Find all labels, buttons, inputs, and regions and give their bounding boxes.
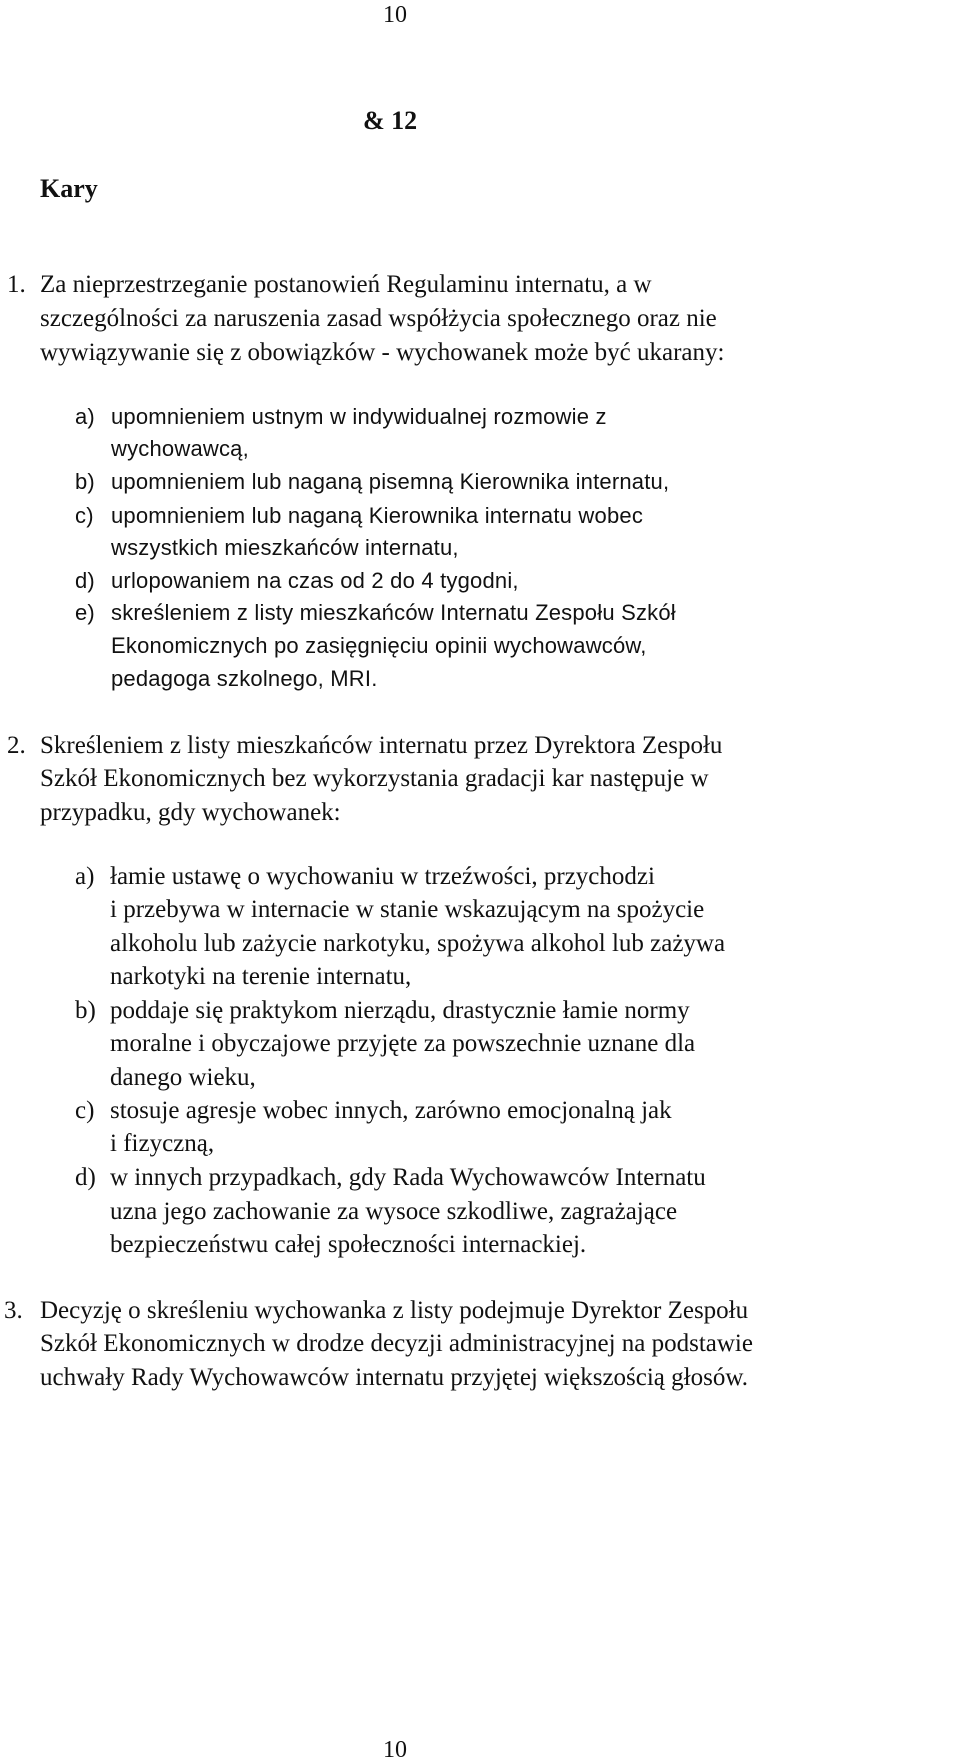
item-2-sub-c-line-2: i fizyczną, bbox=[110, 1130, 215, 1157]
item-1-sub-d-line-1: urlopowaniem na czas od 2 do 4 tygodni, bbox=[111, 568, 519, 593]
item-1-line-1: Za nieprzestrzeganie postanowień Regulaminu internatu, a w bbox=[40, 271, 652, 298]
item-2-line-2: Szkół Ekonomicznych bez wykorzystania gradacji kar następuje w bbox=[40, 765, 709, 792]
item-3-line-2: Szkół Ekonomicznych w drodze decyzji administracyjnej na podstawie bbox=[40, 1330, 753, 1357]
item-2-sub-d-line-1: w innych przypadkach, gdy Rada Wychowawców Internatu bbox=[110, 1164, 706, 1191]
item-2-sub-d-line-3: bezpieczeństwu całej społeczności internackiej. bbox=[110, 1231, 587, 1258]
item-1-line-2: szczególności za naruszenia zasad współżycia społecznego oraz nie bbox=[40, 305, 717, 332]
item-2-line-1: Skreśleniem z listy mieszkańców internatu przez Dyrektora Zespołu bbox=[40, 732, 723, 759]
item-2-sub-d-letter: d) bbox=[75, 1164, 96, 1191]
item-2-sub-a-letter: a) bbox=[75, 863, 95, 890]
item-2-sub-a-line-3: alkoholu lub zażycie narkotyku, spożywa alkohol lub zażywa bbox=[110, 930, 726, 957]
section-number: & 12 bbox=[363, 106, 418, 135]
item-1-sub-e-letter: e) bbox=[75, 600, 95, 625]
item-2-sub-a-line-4: narkotyki na terenie internatu, bbox=[110, 963, 412, 990]
item-1-sub-d-letter: d) bbox=[75, 568, 95, 593]
item-1-number: 1. bbox=[7, 271, 26, 298]
item-2-sub-c-line-1: stosuje agresje wobec innych, zarówno emocjonalną jak bbox=[110, 1097, 672, 1124]
item-3-number: 3. bbox=[4, 1297, 23, 1324]
page-number-top: 10 bbox=[383, 2, 407, 28]
item-1-sub-c-line-2: wszystkich mieszkańców internatu, bbox=[111, 535, 459, 560]
item-1-sub-e-line-2: Ekonomicznych po zasięgnięciu opinii wychowawców, bbox=[111, 633, 647, 658]
item-1-line-3: wywiązywanie się z obowiązków - wychowanek może być ukarany: bbox=[40, 339, 725, 366]
item-2-sub-a-line-2: i przebywa w internacie w stanie wskazującym na spożycie bbox=[110, 896, 705, 923]
item-2-sub-b-line-3: danego wieku, bbox=[110, 1064, 256, 1091]
item-2-sub-d-line-2: uzna jego zachowanie za wysoce szkodliwe, zagrażające bbox=[110, 1198, 678, 1225]
item-2-sub-b-line-1: poddaje się praktykom nierządu, drastycznie łamie normy bbox=[110, 997, 690, 1024]
item-1-sub-a-letter: a) bbox=[75, 404, 95, 429]
item-1-sub-b-letter: b) bbox=[75, 469, 95, 494]
item-2-line-3: przypadku, gdy wychowanek: bbox=[40, 799, 341, 826]
item-3-line-1: Decyzję o skreśleniu wychowanka z listy podejmuje Dyrektor Zespołu bbox=[40, 1297, 749, 1324]
item-3-line-3: uchwały Rady Wychowawców internatu przyjętej większością głosów. bbox=[40, 1364, 749, 1391]
item-1-sub-e-line-1: skreśleniem z listy mieszkańców Internatu Zespołu Szkół bbox=[111, 600, 676, 625]
item-2-sub-a-line-1: łamie ustawę o wychowaniu w trzeźwości, przychodzi bbox=[110, 863, 655, 890]
section-title: Kary bbox=[40, 174, 98, 203]
item-1-sub-e-line-3: pedagoga szkolnego, MRI. bbox=[111, 666, 378, 691]
page-number-bottom: 10 bbox=[383, 1737, 407, 1763]
item-1-sub-c-letter: c) bbox=[75, 503, 94, 528]
item-2-sub-b-line-2: moralne i obyczajowe przyjęte za powszechnie uznane dla bbox=[110, 1030, 696, 1057]
item-2-number: 2. bbox=[7, 732, 26, 759]
item-1-sub-b-line-1: upomnieniem lub naganą pisemną Kierownika internatu, bbox=[111, 469, 670, 494]
item-1-sub-a-line-2: wychowawcą, bbox=[111, 436, 249, 461]
item-2-sub-b-letter: b) bbox=[75, 997, 96, 1024]
item-2-sub-c-letter: c) bbox=[75, 1097, 95, 1124]
item-1-sub-a-line-1: upomnieniem ustnym w indywidualnej rozmowie z bbox=[111, 404, 607, 429]
item-1-sub-c-line-1: upomnieniem lub naganą Kierownika internatu wobec bbox=[111, 503, 644, 528]
